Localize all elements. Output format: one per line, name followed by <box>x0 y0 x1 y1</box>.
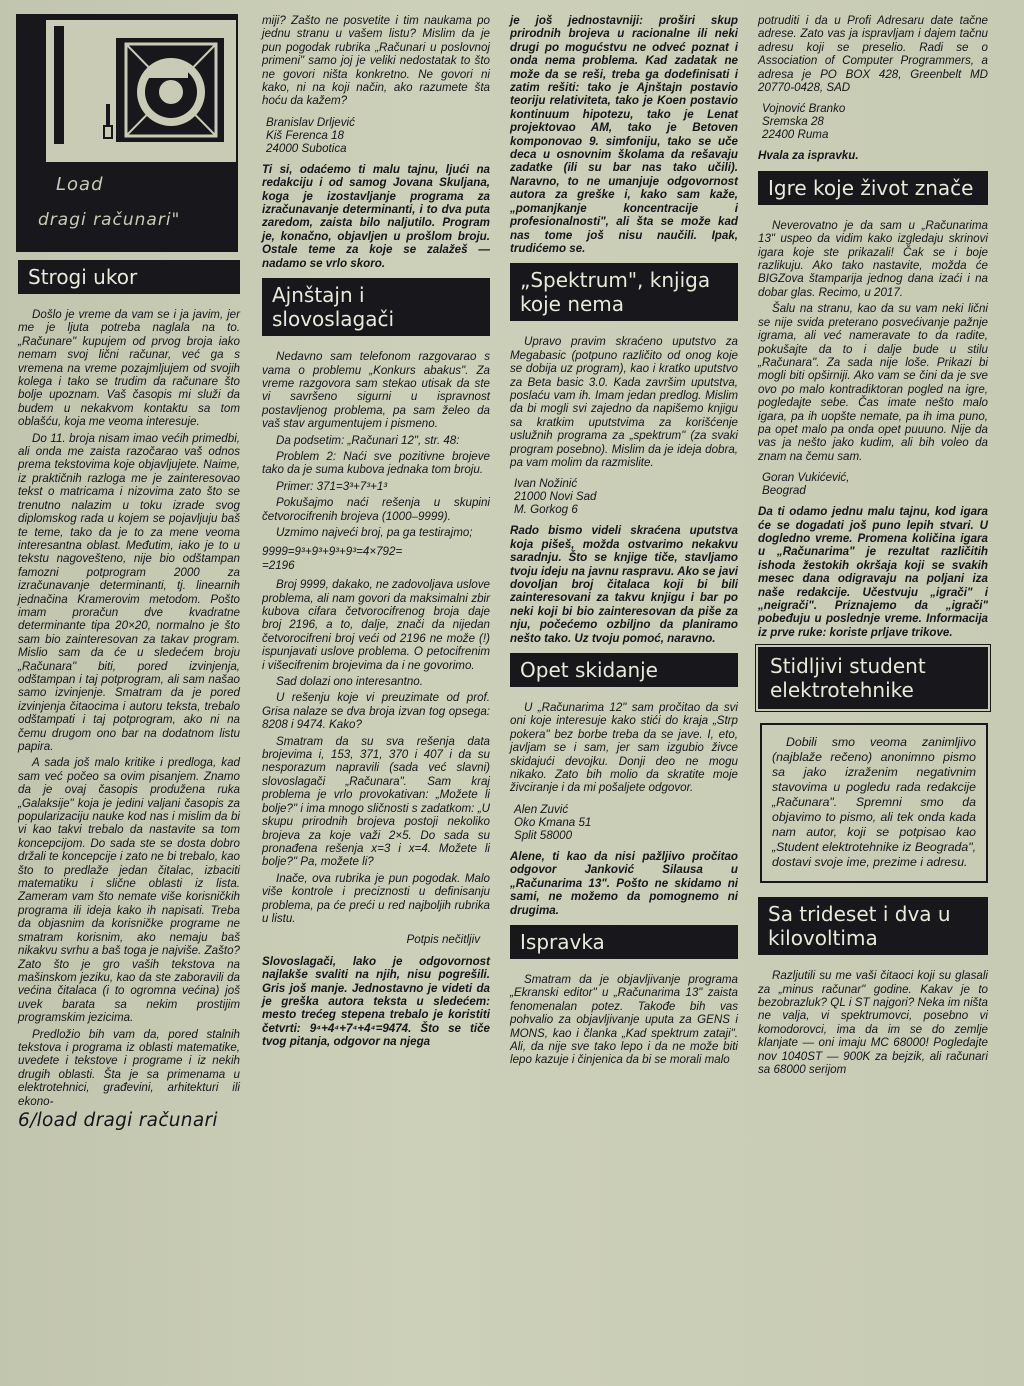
col2-paragraph: Pokušajmo naći rešenja u skupini četvorocifrenih brojeva (1000–9999). <box>262 496 490 523</box>
heading-sa-trideset: Sa trideset i dva u kilovoltima <box>758 897 988 955</box>
editor-reply: je još jednostavniji: proširi skup prirodnih brojeva u racionalne ili neki drugi po mogućstvu ne odveć poznat i onda nema problema. Kad zadatak ne može da se reši, treba ga dodefinisati i zatim rešiti: tako je Ajnštajn postavio teoriju relativiteta, tako je Koen postavio kontinuum hipotezu, tako je Lenat projektovao AM, tako je Betoven komponovao 9. simfoniju, tako se uče deca u osnovnim školama da rešavaju zadatke (ili su bar nas tako učili). Naravno, to ne umanjuje odgovornost autora za greške i, kako sam kaže, „pomanjkanje koncentracije i profesionalnosti", ali šta se može kad nas tome još nisu naučili. Ipak, trudićemo se. <box>510 14 738 255</box>
heading-ispravka: Ispravka <box>510 925 738 959</box>
editor-reply: Ti si, odaćemo ti malu tajnu, ljući na redakciju i od samog Jovana Skuljana, koga je izostavljanje programa za izračunavanje determinanti, i to dva puta zaredom, zaista bilo naljutilo. Program je, konačno, objavljen u prošlom broju. Ostale teme za koje se zalažeš — nadamo se vrlo skoro. <box>262 162 490 270</box>
col4-paragraph: Neverovatno je da sam u „Računarima 13" uspeo da vidim kako izgledaju skrinovi igara koje ste prikazali! Čak se i boje razlikuju. Ako tako nastavite, možda će BIGZova štamparija jednog dana izaći i na dobar glas. Recimo, u 2017. <box>758 218 988 299</box>
signature <box>762 102 988 141</box>
signature-name: Ivan Nožinić <box>514 477 578 491</box>
heading-strogi-ukor: Strogi ukor <box>18 260 240 294</box>
col1-paragraph: A sada još malo kritike i predloga, kad sam već počeo sa ovim pisanjem. Znamo da je ovaj časopis produžena ruka „Galaksije" koja je jedini valjani časopis za popularizaciju nauke kod nas i mislim da bi vi kao takvi trebalo da nastavite sa tom koncepcijom. Do sada ste se dosta dobro držali te koncepcije i zato ne bi trebalo, kao što to predlaže jedan čitalac, izbaciti matematiku i slične oblasti iz lista. Zameram vam što nemate više korisničkih programa ili ideja kako ih napisati. Treba da objasnim da korisničke programe ne smatram korisnim, ako nemaju baš nikakvu svrhu a baš toga je najviše. Zašto? Zato što je gro vaših tekstova na mašinskom jeziku, kao da ste zaboravili da većina čitalaca (i to ogromna većina) još uvek barata sa nekim prostijim programskim jezicima. <box>18 756 240 1025</box>
signature-city: Split 58000 <box>514 828 573 842</box>
logo-line-1: Load <box>56 174 104 195</box>
editor-reply: Slovoslagači, lako je odgovornost najlakše svaliti na njih, nisu pogrešili. Gris još manje. Jednostavno je videti da je greška autora teksta u sledećem: mesto trećeg stepena trebalo je koristiti četvrti: 9⁴+4⁴+7⁴+4⁴=9474. Što se tiče tvog pitanja, odgovor na njega <box>262 954 490 1049</box>
col2-paragraph: Problem 2: Naći sve pozitivne brojeve tako da je suma kubova jednaka tom broju. <box>262 449 490 477</box>
signature-street: Oko Kmana 51 <box>514 815 592 829</box>
signature-city: 24000 Subotica <box>266 141 347 155</box>
heading-igre: Igre koje život znače <box>758 171 988 205</box>
boxed-notice <box>760 723 988 883</box>
signature: Potpis nečitljiv <box>406 933 480 947</box>
col3-paragraph: Smatram da je objavljivanje programa „Ekranski editor" u „Računarima 13" zaista fenomenalan potez. Takođe bih vas pohvalio za objavljivanje uputa za GENS i MONS, kao i članka „Kad spektrum zataji". Ali, da nije sve tako lepo i da ne može biti lepo kazuje i činjenica da bi se morali malo <box>510 972 738 1067</box>
editor-reply: Alene, ti kao da nisi pažljivo pročitao odgovor Janković Silausa u „Računarima 13". Pošto ne skidamo ni sami, ne možemo da pomognemo ni drugima. <box>510 849 738 917</box>
col4-paragraph: Razljutili su me vaši čitaoci koji su glasali za „minus računar" godine. Kakav je to bezobrazluk? QL i ST najgori? Neka im ništa ne valja, vi spektrumovci, posebno vi komodorovci, ima da im se do zemlje klanjate — oni imaju MC 68000! Pogledajte nov 1040ST — 900K za bejzik, ali računari sa 68000 serijom <box>758 969 988 1077</box>
col2-paragraph: Da podsetim: „Računari 12", str. 48: <box>276 433 460 447</box>
col2-paragraph: Inače, ova rubrika je pun pogodak. Malo više kontrole i preciznosti u definisanju problema, pa će preći u red najboljih rubrika u listu. <box>262 871 490 925</box>
col1-paragraph: Došlo je vreme da vam se i ja javim, jer me je ljuta potreba naglala na to. „Računare" kupujem od prvog broja iako nemam svoj lični računar, već ga s vremena na vreme pozajmljujem od svojih kolega i tako se trudim da računare što bolje upoznam. Vaš časopis mi služi da budem u nekakvom kontaktu sa tom oblašću, koja me veoma interesuje. <box>18 308 240 429</box>
signature-name: Alen Zuvić <box>514 802 569 816</box>
col2-paragraph: Sad dolazi ono interesantno. <box>276 675 423 689</box>
page-footer: 6/load dragi računari <box>18 1109 218 1131</box>
col4-paragraph: Šalu na stranu, kao da su vam neki lični se nije svida preterano posvećivanje pažnje igrama, ali već nameravate to da radite, pokušajte da to i dalje bude u stilu „Računara". Za sada nije loše. Prikazi bi mogli biti opširniji. Ako vam se čini da je sve ovo po malo kontradiktoran pogled na igre, pogledajte sebe. Čas imate nešto malo igara, pa ih uopšte nemate, pa ih ima puno, pa opet malo pa onda opet puuuno. Nije da vas ja nešto jako kudim, ali bih voleo da znam na čemu sam. <box>758 302 988 463</box>
col2-paragraph: Primer: 371=3³+7³+1³ <box>276 479 388 493</box>
column-3 <box>510 14 738 1070</box>
col2-paragraph: Uzmimo najveći broj, pa ga testirajmo; <box>276 525 473 539</box>
heading-ajnstajn: Ajnštajn i slovoslagači <box>262 278 490 336</box>
col2-paragraph: miji? Zašto ne posvetite i tim naukama po jednu stranu u vašem listu? Mislim da je pun pogodak rubrika „Računari u poslovnoj primeni" samo joj je veliki nedostatak to što ne govori ništa konkretno. Ne govori ni kako, ni na koji način, ako razumete šta hoću da kažem? <box>262 14 490 108</box>
col2-paragraph: Nedavno sam telefonom razgovarao s vama o problemu „Konkurs abakus". Za vreme razgovora sam stekao utisak da ste vi savršeno sigurni u ispravnost postavljenog problema, pa sam želeo da vaš stav argumentujem i pismeno. <box>262 350 490 431</box>
col4-paragraph: potruditi i da u Profi Adresaru date tačne adrese. Zato vas ja ispravljam i dajem tačnu adresu koji se preselio. Radi se o Association of Computer Programmers, a adresa je PO BOX 428, Greenbelt MD 20770-0428, SAD <box>758 14 988 95</box>
col2-paragraph: Smatram da su sva rešenja data brojevima i, 153, 371, 370 i 407 i da su nesporazum napravili (sada već slavni) slovoslagači „Računara". Sam kraj problema je vrlo provokativan: „Možete li bolje?" i ima mnogo sličnosti s zadatkom: „U skupu prirodnih brojeva postoji nekoliko brojeva za koje važi 2×5. Do sada su pronađena rešenja x=3 i x=4. Možete li bolje?" Pa, možete li? <box>262 734 490 869</box>
signature-street: Kiš Ferenca 18 <box>266 128 344 142</box>
signature <box>514 477 738 516</box>
signature <box>266 116 490 155</box>
col3-paragraph: Upravo pravim skraćeno uputstvo za Megabasic (potpuno različito od onog koje se dobija uz program), kao i kratko uputstvo za Beta basic 3.0. Kada završim uputstva, poslaću vam ih. Imam jedan predlog. Mislim da bi mogli svi zajedno da napišemo knjigu sa kratkim uputstvima za korišćenje uslužnih programa za „spektrum" (za svaki program posebno). Mislim da je ideja dobra, pa vam molim da razmislite. <box>510 335 738 469</box>
col2-paragraph: Broj 9999, dakako, ne zadovoljava uslove problema, ali nam govori da maksimalni zbir kubova cifara četvorocifrenog broja daje broj 2196, a to, dalje, znači da nijedan četvorocifreni broj veći od 2196 ne može (!) ispunjavati uslove problema. O petocifrenim i višecifrenim brojevima da i ne govorimo. <box>262 578 490 672</box>
column-4 <box>758 14 988 1079</box>
signature-street: M. Gorkog 6 <box>514 503 578 517</box>
col3-paragraph: U „Računarima 12" sam pročitao da svi oni koje interesuje kako stići do kraja „Strp pokera" bez borbe treba da se jave. I, eto, javljam se i sam, jer sam izgubio živce skidajući devojku. Donji deo ne mogu nikako. Zato bih molio da skratite moje živciranje i da mi pošaljete odgovor. <box>510 701 738 795</box>
heading-opet-skidanje: Opet skidanje <box>510 653 738 687</box>
signature <box>514 803 738 842</box>
editor-reply: Hvala za ispravku. <box>758 149 859 163</box>
heading-stidljivi-student: Stidljivi student elektrotehnike <box>758 647 988 709</box>
editor-reply: Da ti odamo jednu malu tajnu, kod igara će se dogadati još puno lepih stvari. U doglednо vreme. Promena količina igara u „Računarima" je rezultat različitih ishoda žestokih okršaja koji se svakih mesec dana odigravaju na poljani iza naše redakcije. Učestvuju „igrači" i „neigrači". Priznajemo da „igrači" pobeđuju u poslednje vreme. Informacija iz prve ruke: koriste prljave trikove. <box>758 505 988 639</box>
logo-line-2: dragi računari" <box>38 210 181 230</box>
signature-city: 22400 Ruma <box>762 128 829 142</box>
column-2 <box>262 14 490 1052</box>
signature-name: Vojnović Branko <box>762 102 846 116</box>
signature-name: Goran Vukićević, <box>762 471 850 485</box>
signature <box>762 471 988 497</box>
col1-paragraph: Predložio bih vam da, pored stalnih tekstova i programa iz oblasti matematike, uvedete i tekstove i programe i iz nekih drugih oblasti. Šta je sa primenama u elektrotehnici, građevini, arhitekturi ili ekono- <box>18 1027 240 1108</box>
col2-paragraph: U rešenju koje vi preuzimate od prof. Grisa nalaze se dva broja izvan tog opsega: 8208 i 9474. Kako? <box>262 691 490 732</box>
col1-paragraph: Do 11. broja nisam imao većih primedbi, ali onda me zaista razočarao vaš odnos prema tekstovima koje objavljujete. Naime, iz praktičnih razloga me je zainteresovao tekst o matricama i nizovima zato što se trenutno nalazim u toku izrade svog diplomskog rada u kojem se pojavljuju baš te teme, tako da je to za mene veoma interesantna oblast. Međutim, iako je to u tekstu nagovešteno, nije bio odštampan famozni potprogram 2000 za izračunavanje determinanti, tj. linearnih jednačina Kramerovim metodom. Pošto imam proračun dve kvadratne determinante tipa 20×20, normalno je što sam bio zainteresovan za takav program. Mislio sam da će u sledećem broju „Računara" biti, pored izvinjenja, odštampan i taj potprogram, ali sam našao samo izvinjenje. Smatram da je pored izvinjenja čitaocima i autoru teksta, trebalo odštampati i taj potprogram, ako ni na čemu drugom ono bar na dodatnom listu papira. <box>18 431 240 753</box>
load-logo <box>16 14 238 252</box>
editor-reply: Rado bismo videli skraćena uputstva koja pišeš, možda ostvarimo nekakvu saradnju. Što se knjige tiče, stavljamo tvoju ideju na javnu raspravu. Ako se javi dovoljan broj čitalaca koji bi bili zainteresovani za takvu knjigu i bar po neki koji bi bio zainteresovan da piše za nju, počećemo ozbiljno da planiramo nešto tako. Uz tvoju pomoć, naravno. <box>510 524 738 645</box>
signature-street: Sremska 28 <box>762 115 824 129</box>
signature-name: Branislav Drljević <box>266 115 355 129</box>
column-1 <box>18 252 240 1131</box>
boxed-notice-text: Dobili smo veoma zanimljivo (najblaže rečeno) anonimno pismo sa jako izraženim negativnim stavovima u pogledu rada redakcije „Računara". Spremni smo da objavimo to pismo, ali tek onda kada nam autor, koji se potpisao kao „Student elektrotehnike iz Beograda", dostavi svoje ime, prezime i adresu. <box>772 735 976 870</box>
math-formula: 9999=9³+9³+9³+9³=4×792= =2196 <box>262 545 403 572</box>
heading-spektrum: „Spektrum", knjiga koje nema <box>510 263 738 321</box>
signature-city: 21000 Novi Sad <box>514 490 597 504</box>
signature-city: Beograd <box>762 484 806 498</box>
